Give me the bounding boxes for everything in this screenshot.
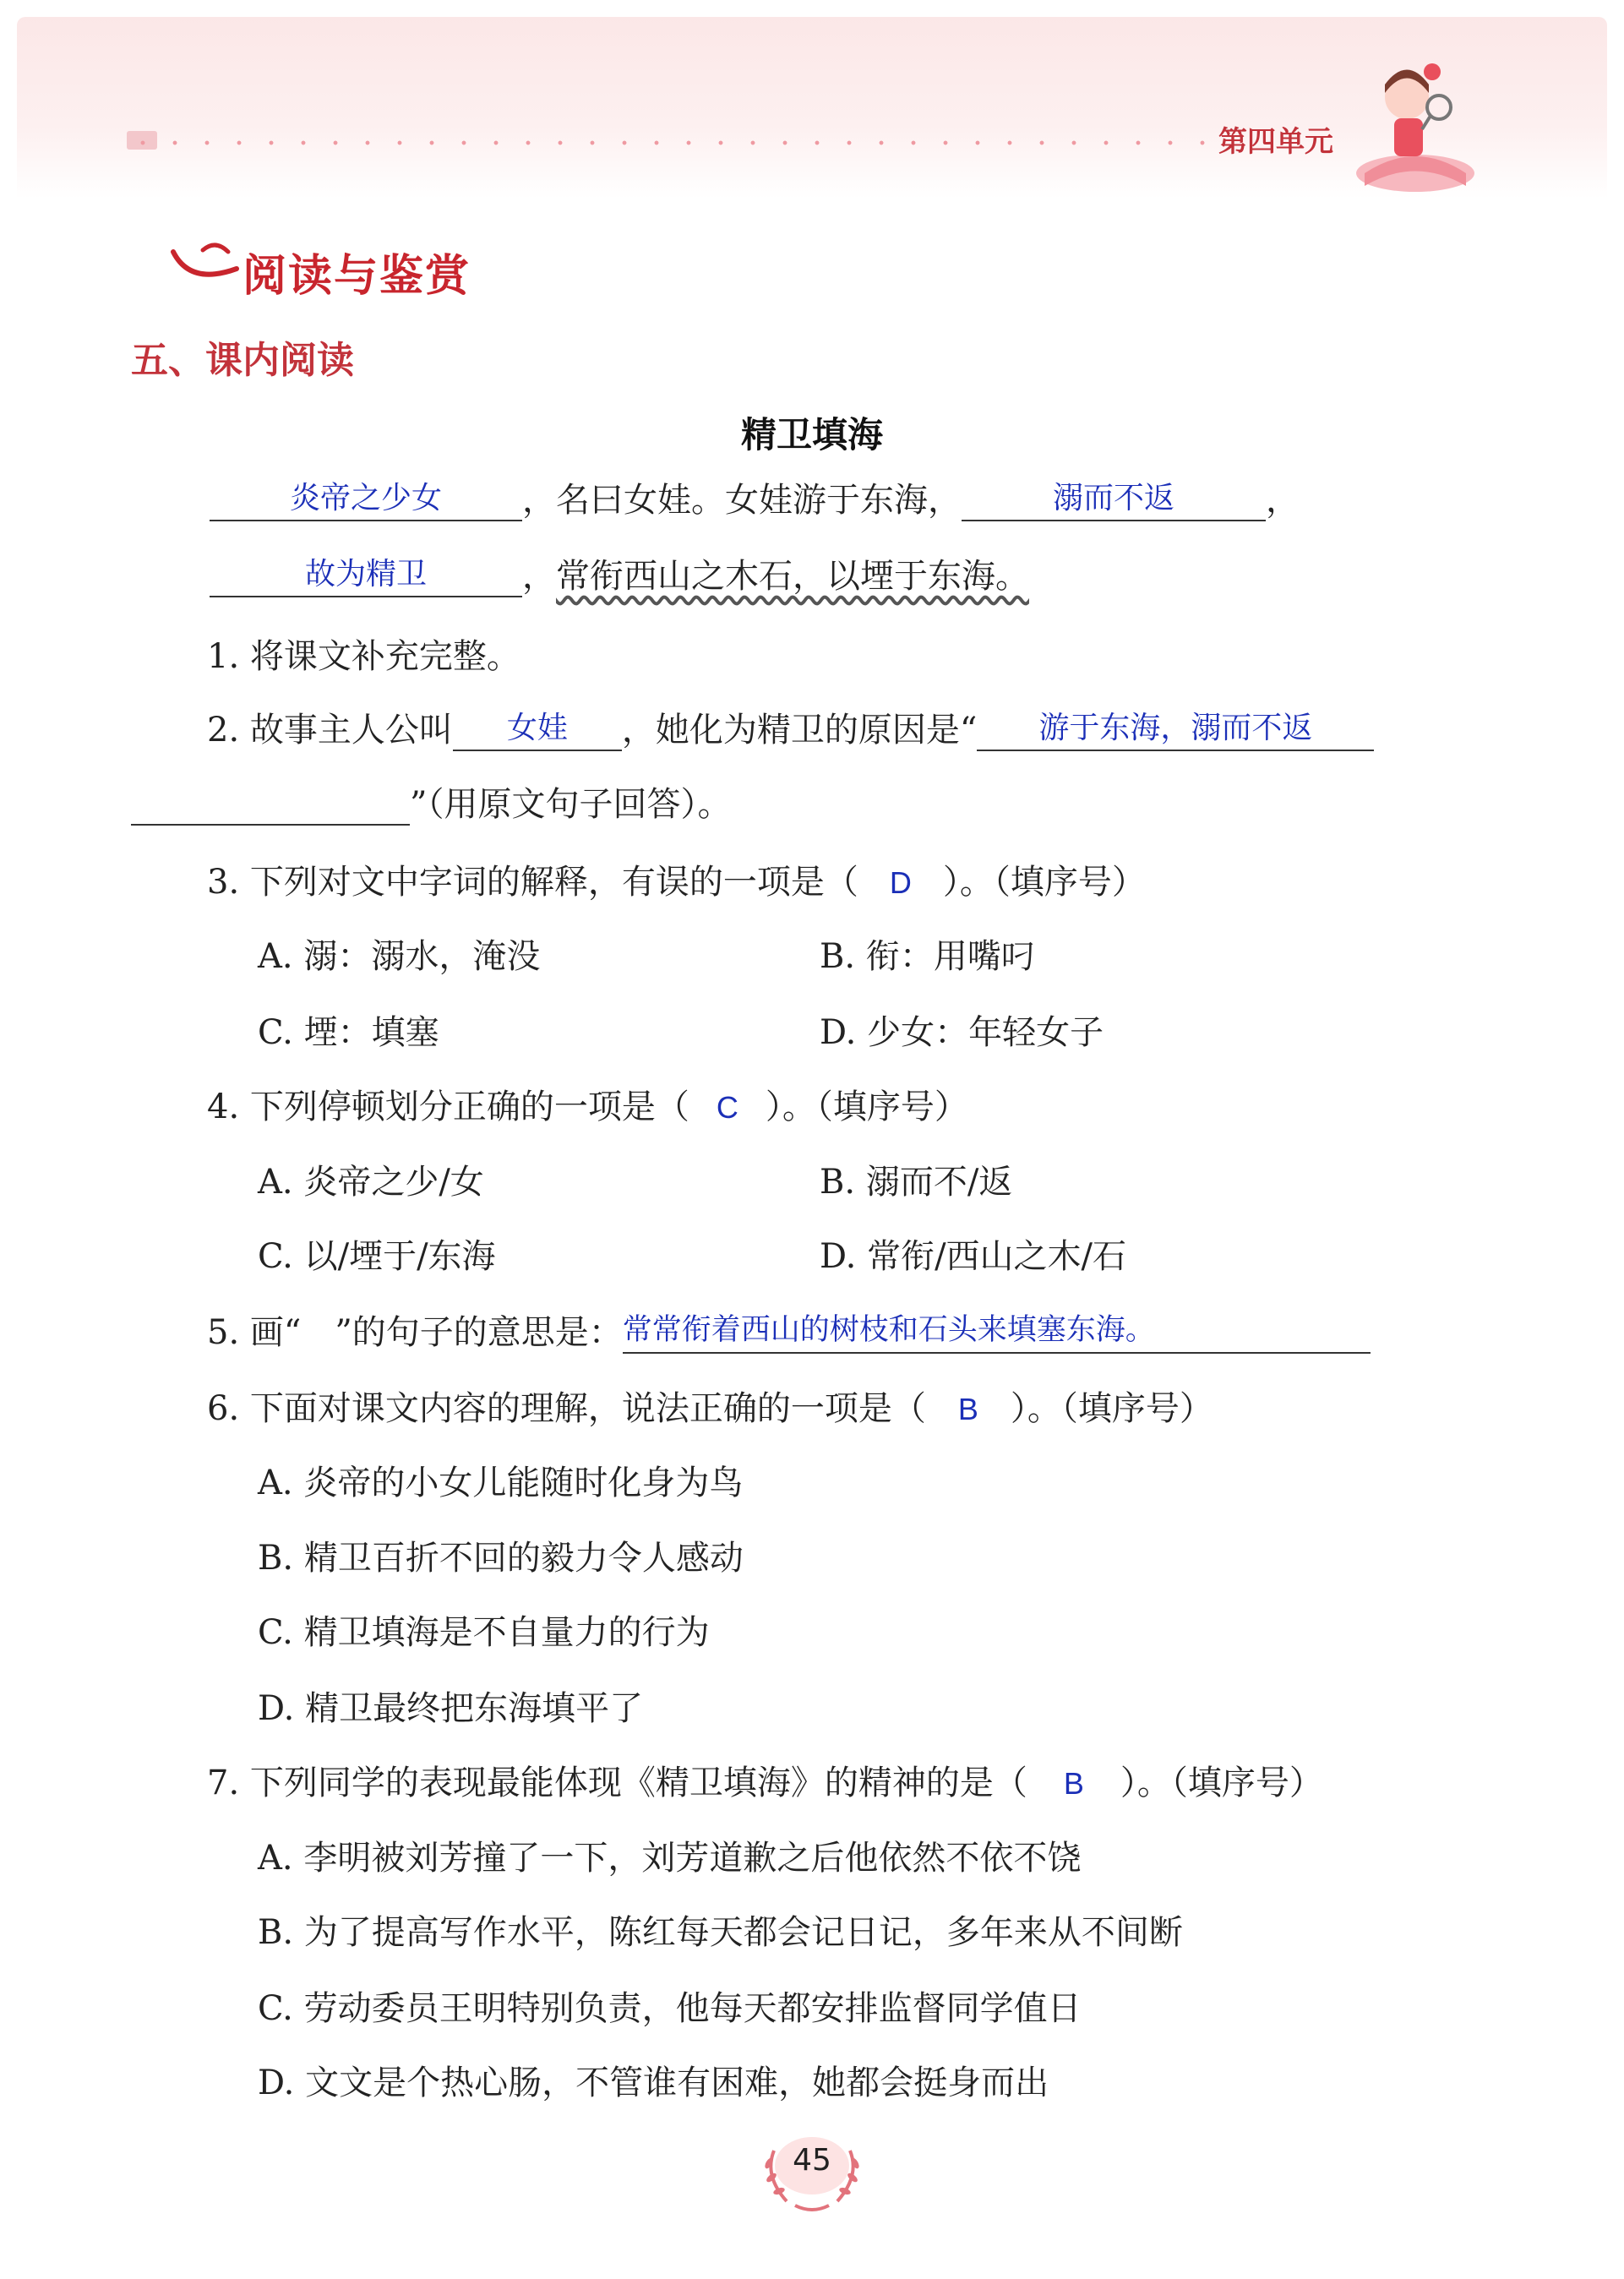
question-text: 2. 故事主人公叫 [207, 711, 453, 750]
option-d: D. 精卫最终把东海填平了 [258, 1689, 644, 1728]
passage-text: ，名曰女娃。女娃游于东海， [522, 481, 962, 520]
question-2-continued [131, 777, 731, 826]
option-a: A. 炎帝的小女儿能随时化身为鸟 [258, 1464, 744, 1502]
question-text: ）。（填序号） [1120, 1764, 1323, 1802]
section-swoosh-icon [169, 235, 245, 294]
question-text: ）。（填序号） [765, 1088, 968, 1126]
fill-blank [623, 1313, 1371, 1354]
girl-reading-illustration [1348, 46, 1483, 199]
fill-blank [131, 785, 410, 826]
handwritten-answer: 炎帝之少女 [289, 480, 442, 515]
option-c: C. 以/堙于/东海 [258, 1237, 496, 1276]
option-b: B. 为了提高写作水平，陈红每天都会记日记，多年来从不间断 [258, 1913, 1183, 1952]
option-d: D. 少女：年轻女子 [820, 1013, 1104, 1052]
question-text: ”的句子的意思是： [335, 1313, 623, 1352]
option-c: C. 精卫填海是不自量力的行为 [258, 1613, 710, 1652]
passage-line-2 [210, 549, 1029, 597]
section-title: 阅读与鉴赏 [243, 251, 471, 302]
option-a: A. 炎帝之少/女 [258, 1163, 484, 1202]
question-text: ，她化为精卫的原因是“ [621, 711, 978, 750]
passage-line-1 [210, 473, 1300, 521]
fill-blank [977, 711, 1374, 751]
question-2 [207, 703, 1374, 751]
fill-blank [453, 711, 622, 751]
question-4 [207, 1080, 968, 1128]
question-3 [207, 855, 1146, 903]
question-7 [207, 1756, 1323, 1804]
handwritten-answer: 常常衔着西山的树枝和石头来填塞东海。 [622, 1313, 1155, 1346]
option-a: A. 李明被刘芳撞了一下，刘芳道歉之后他依然不依不饶 [258, 1839, 1082, 1878]
question-6 [207, 1382, 1213, 1430]
handwritten-answer: 故为精卫 [304, 556, 427, 591]
option-b: B. 精卫百折不回的毅力令人感动 [258, 1539, 744, 1578]
wavy-line-symbol [301, 1313, 335, 1352]
option-b: B. 衔：用嘴叼 [820, 937, 1035, 976]
handwritten-answer: 游于东海，溺而不返 [1038, 710, 1313, 744]
passage-title: 精卫填海 [740, 414, 883, 455]
passage-text: ， [522, 557, 556, 596]
question-text: 3. 下列对文中字词的解释，有误的一项是（ [207, 863, 858, 902]
fill-blank [210, 481, 522, 521]
option-a: A. 溺：溺水，淹没 [258, 937, 541, 976]
question-1: 1. 将课文补充完整。 [207, 637, 520, 676]
part-title: 五、课内阅读 [131, 339, 354, 382]
option-d: D. 文文是个热心肠，不管谁有困难，她都会挺身而出 [258, 2064, 1049, 2102]
question-text: ）。（填序号） [1010, 1389, 1213, 1428]
fill-blank [962, 481, 1266, 521]
question-text: 7. 下列同学的表现最能体现《精卫填海》的精神的是（ [207, 1764, 1027, 1802]
question-text: 5. 画“ [207, 1313, 302, 1352]
passage-text: ， [1266, 481, 1300, 520]
handwritten-answer: 女娃 [506, 710, 568, 744]
handwritten-answer: B [957, 1392, 978, 1426]
handwritten-answer: D [889, 865, 912, 900]
handwritten-answer: 溺而不返 [1052, 480, 1174, 515]
header-dots [127, 140, 1208, 145]
question-5 [207, 1306, 1371, 1354]
fill-blank [210, 557, 522, 597]
question-text: 4. 下列停顿划分正确的一项是（ [207, 1088, 689, 1126]
question-text: 6. 下面对课文内容的理解，说法正确的一项是（ [207, 1389, 926, 1428]
option-d: D. 常衔/西山之木/石 [820, 1237, 1127, 1276]
handwritten-answer: C [716, 1090, 738, 1125]
handwritten-answer: B [1063, 1766, 1084, 1801]
option-b: B. 溺而不/返 [820, 1163, 1013, 1202]
wavy-underlined-sentence: 常衔西山之木石，以堙于东海。 [556, 557, 1029, 596]
question-text: ”（用原文句子回答）。 [410, 785, 732, 824]
option-c: C. 劳动委员王明特别负责，他每天都安排监督同学值日 [258, 1989, 1082, 2028]
page-number: 45 [793, 2143, 831, 2178]
option-c: C. 堙：填塞 [258, 1013, 439, 1052]
question-text: ）。（填序号） [942, 863, 1146, 902]
unit-label: 第四单元 [1218, 125, 1333, 159]
